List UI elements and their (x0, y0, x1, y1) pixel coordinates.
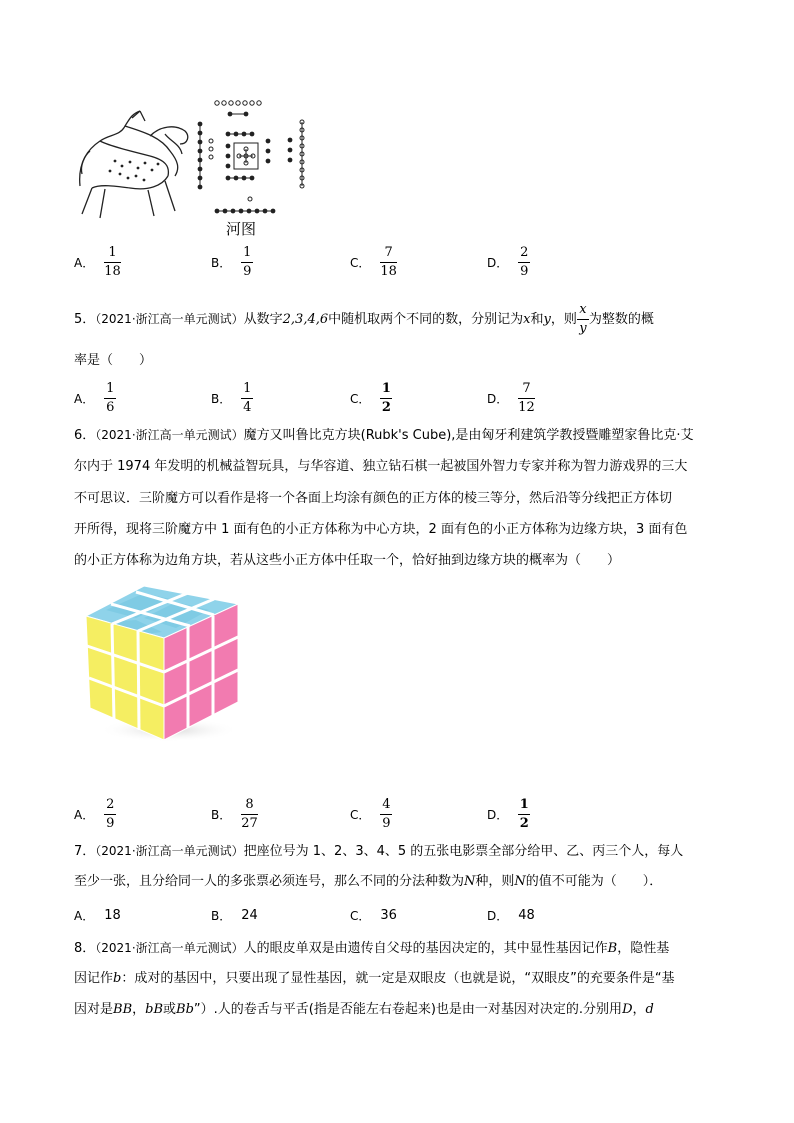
option-b[interactable]: B． $\frac{8}{27}$ (211, 796, 258, 831)
q6-line3: 不可思议．三阶魔方可以看作是将一个各面上均涂有颜色的正方体的棱三等分，然后沿等分线把正方体切 (74, 491, 673, 506)
option-d[interactable]: D． $\frac{2}{9}$ (487, 244, 529, 279)
option-b[interactable]: B． $\frac{1}{4}$ (211, 380, 252, 415)
option-d[interactable]: D． $\frac{1}{2}$ (487, 796, 529, 831)
q6-line4: 开所得，现将三阶魔方中 1 面有色的小正方体称为中心方块，2 面有色的小正方体称为边缘方块，3 面有色 (74, 522, 688, 537)
q7-line1: 7．（2021·浙江高一单元测试）把座位号为 1、2、3、4、5 的五张电影票全部分给甲、乙、丙三个人，每人 (74, 844, 684, 859)
q6-line5: 的小正方体称为边角方块，若从这些小正方体中任取一个，恰好抽到边缘方块的概率为（ ） (74, 553, 621, 568)
hetu-figure (70, 96, 310, 236)
q7-line2: 至少一张，且分给同一人的多张票必须连号，那么不同的分法种数为N种，则N的值不可能为（ ）． (74, 874, 663, 889)
rubiks-cube-image (84, 580, 244, 748)
option-c[interactable]: C． $\frac{4}{9}$ (350, 796, 391, 831)
option-d[interactable]: D． 48 (487, 907, 535, 923)
dragon-horse-drawing (80, 111, 188, 218)
hetu-options (74, 242, 534, 282)
option-b[interactable]: B． 24 (211, 907, 258, 923)
hetu-illustration (70, 96, 310, 236)
fraction: $\frac{1}{9}$ (243, 244, 252, 279)
option-c[interactable]: C． $\frac{7}{18}$ (350, 244, 397, 279)
q5-fraction: $\frac{x}{y}$ (577, 303, 589, 336)
q8-line2: 因记作b：成对的基因中，只要出现了显性基因，就一定是双眼皮（也就是说，“双眼皮”的充要条件是“基 (74, 971, 675, 986)
option-a[interactable]: A． $\frac{2}{9}$ (74, 796, 115, 831)
option-b[interactable]: B． $\frac{1}{9}$ (211, 244, 252, 279)
option-d[interactable]: D． $\frac{7}{12}$ (487, 380, 535, 415)
q5-line1: 5．（2021·浙江高一单元测试）从数字2,3,4,6中随机取两个不同的数，分别记为x和y，则 $\frac{x}{y}$ 为整数的概 (74, 302, 654, 336)
fraction: $\frac{1}{18}$ (104, 244, 121, 279)
hetu-dots-top (215, 101, 261, 105)
q6-options (74, 794, 534, 834)
option-a[interactable]: A． 18 (74, 907, 121, 923)
q7-options (74, 895, 534, 935)
q6-line1: 6．（2021·浙江高一单元测试）魔方又叫鲁比克方块(Rubk's Cube),是由匈牙利建筑学教授暨雕塑家鲁比克·艾 (74, 428, 694, 443)
hetu-caption: 河图 (226, 220, 257, 238)
q8-line3: 因对是BB，bB或Bb”）.人的卷舌与平舌(指是否能左右卷起来)也是由一对基因对决定的.分别用D，d (74, 1002, 654, 1017)
q5-line2: 率是（ ） (74, 353, 153, 368)
option-c[interactable]: C． 36 (350, 907, 397, 923)
option-a[interactable]: A． $\frac{1}{18}$ (74, 244, 121, 279)
option-c[interactable]: C． $\frac{1}{2}$ (350, 380, 391, 415)
q5-options (74, 378, 534, 418)
q8-line1: 8．（2021·浙江高一单元测试）人的眼皮单双是由遗传自父母的基因决定的，其中显性基因记作B，隐性基 (74, 941, 670, 956)
fraction: $\frac{7}{18}$ (380, 244, 397, 279)
fraction: $\frac{2}{9}$ (520, 244, 529, 279)
q6-line2: 尔内于 1974 年发明的机械益智玩具，与华容道、独立钻石棋一起被国外智力专家并称为智力游戏界的三大 (74, 459, 688, 474)
option-a[interactable]: A． $\frac{1}{6}$ (74, 380, 115, 415)
